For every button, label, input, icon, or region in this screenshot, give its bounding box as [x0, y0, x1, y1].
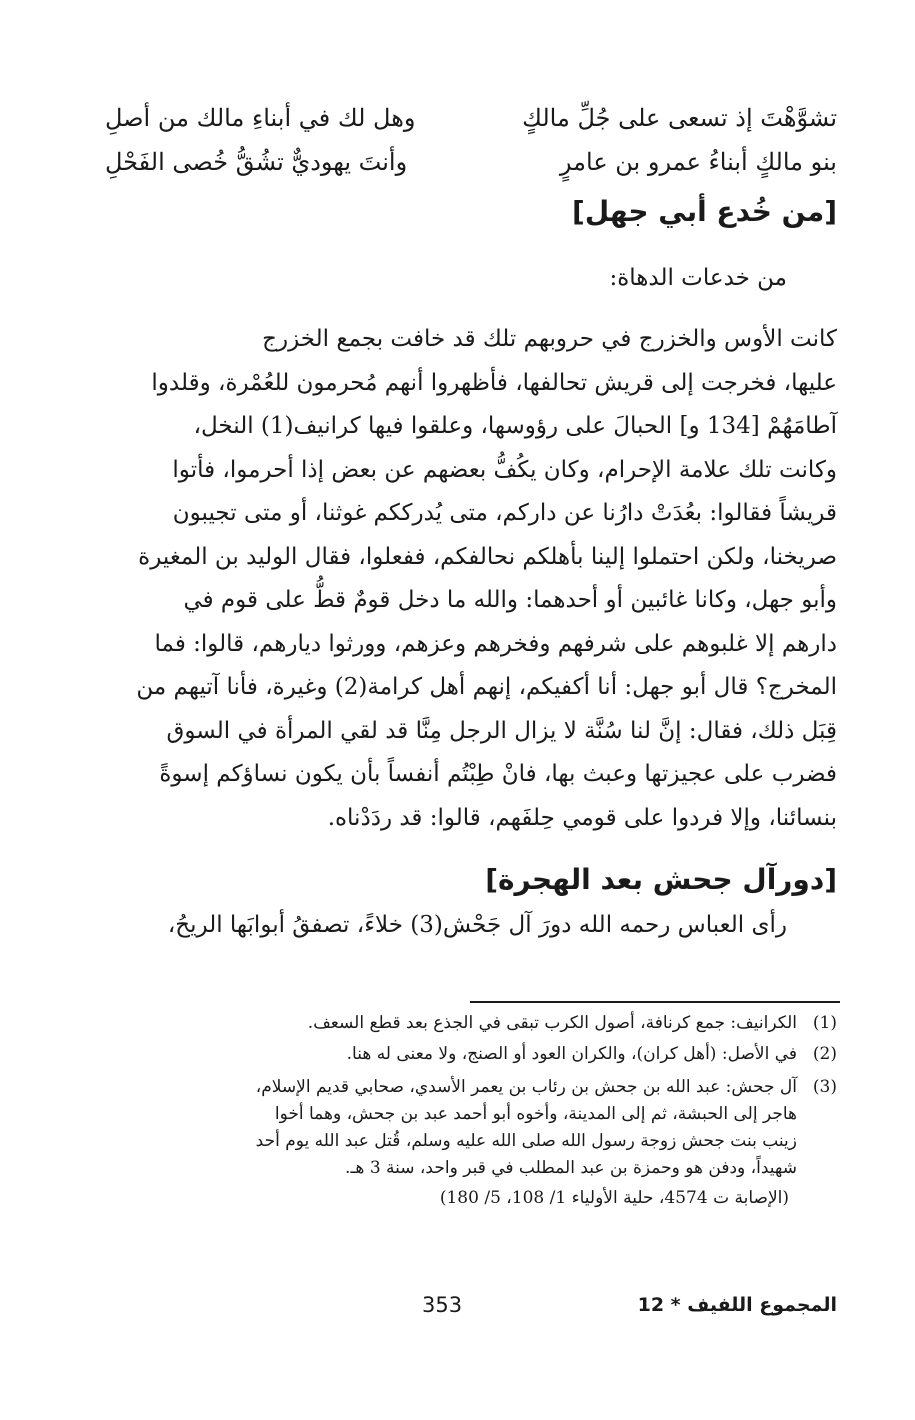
verse-second-hemistich: وهل لك في أبناءِ مالك من أصلِ	[105, 104, 416, 132]
footnote-line: في الأصل: (أهل كران)، والكران العود أو الصنج، ولا معنى له هنا.	[346, 1044, 797, 1064]
section-heading: [من خُدع أبي جهل]	[572, 195, 837, 228]
footnote-1	[97, 1010, 837, 1037]
paragraph-line: المخرج؟ قال أبو جهل: أنا أكفيكم، إنهم أهل كرامة(2) وغيرة، فأنا آتيهم من	[136, 674, 837, 700]
verse-first-hemistich: تشوَّهْتَ إذ تسعى على جُلِّ مالكٍ	[522, 104, 837, 132]
section-heading: [دورآل جحش بعد الهجرة]	[485, 863, 837, 896]
footnotes	[97, 1010, 837, 1212]
footnote-line: الكرانيف: جمع كرنافة، أصول الكرب تبقى في الجذع بعد قطع السعف.	[307, 1013, 797, 1033]
footnote-line: شهيداً، ودفن هو وحمزة بن عبد المطلب في قبر واحد، سنة 3 هـ.	[345, 1158, 797, 1178]
footnote-line: آل جحش: عبد الله بن جحش بن رئاب بن يعمر الأسدي، صحابي قديم الإسلام،	[255, 1077, 797, 1097]
footnote-line: هاجر إلى الحبشة، ثم إلى المدينة، وأخوه أبو أحمد عبد بن جحش، وهما أخوا	[274, 1104, 797, 1124]
footnote-2	[97, 1041, 837, 1068]
paragraph-line: آطامَهُمْ [134 و] الحبالَ على رؤوسها، وعلقوا فيها كرانيف(1) النخل،	[193, 413, 837, 439]
paragraph-line: بنسائنا، وإلا فردوا على قومي حِلفَهم، قالوا: قد ردَدْناه.	[327, 804, 837, 831]
footnote-source: (الإصابة ت 4574، حلية الأولياء 1/ 108، 5/ 180)	[439, 1188, 789, 1208]
paragraph-line: وكانت تلك علامة الإحرام، وكان يكُفُّ بعضهم عن بعض إذا أحرموا، فأتوا	[172, 456, 837, 483]
paragraph-line: عليها، فخرجت إلى قريش تحالفها، فأظهروا أنهم مُحرمون للعُمْرة، وقلدوا	[151, 369, 837, 396]
verse-first-hemistich: بنو مالكٍ أبناءُ عمرو بن عامرٍ	[559, 148, 837, 176]
footnote-divider	[470, 1001, 840, 1003]
body-paragraph	[104, 318, 837, 840]
footnote-number: (1)	[812, 1013, 837, 1033]
footnote-number: (2)	[812, 1044, 837, 1064]
paragraph-line: قِبَل ذلك، فقال: إنَّ لنا سُنَّة لا يزال الرجل مِنَّا قد لقي المرأة في السوق	[166, 717, 837, 744]
paragraph-line: فضرب على عجيزتها وعبث بها، فانْ طِبْتُم أنفساً بأن يكون نساؤكم إسوةً	[159, 761, 837, 787]
paragraph-line: وأبو جهل، وكانا غائبين أو أحدهما: والله ما دخل قومٌ قطُّ على قوم في	[183, 587, 837, 613]
paragraph-line: دارهم إلا غلبوهم على شرفهم وفخرهم وعزهم، وورثوا ديارهم، قالوا: فما	[154, 630, 837, 657]
paragraph-line: رأى العباس رحمه الله دورَ آل جَحْش(3) خلاءً، تصفقُ أبوابَها الريحُ،	[167, 912, 787, 938]
poem-verse	[105, 142, 837, 182]
paragraph-line: قريشاً فقالوا: بعُدَتْ دارُنا عن داركم، متى يُدرككم غوثنا، أو متى تجيبون	[172, 500, 837, 526]
verse-second-hemistich: وأنتَ يهوديٌّ تشُقُّ خُصى الفَحْلِ	[105, 148, 408, 176]
intro-line: من خدعات الدهاة:	[609, 265, 787, 291]
footnote-number: (3)	[812, 1077, 837, 1097]
running-footer-title: المجموع اللفيف * 12	[637, 1294, 837, 1316]
paragraph-line: كانت الأوس والخزرج في حروبهم تلك قد خافت بجمع الخزرج	[262, 326, 837, 352]
paragraph-line: صريخنا، ولكن احتملوا إلينا بأهلكم نحالفكم، ففعلوا، فقال الوليد بن المغيرة	[138, 543, 837, 570]
body-paragraph	[97, 904, 787, 948]
poem-verse	[105, 98, 837, 138]
footnote-3	[97, 1074, 837, 1212]
page-number: 353	[422, 1293, 463, 1317]
footnote-line: زينب بنت جحش زوجة رسول الله صلى الله عليه وسلم، قُتل عبد الله يوم أحد	[255, 1131, 797, 1151]
